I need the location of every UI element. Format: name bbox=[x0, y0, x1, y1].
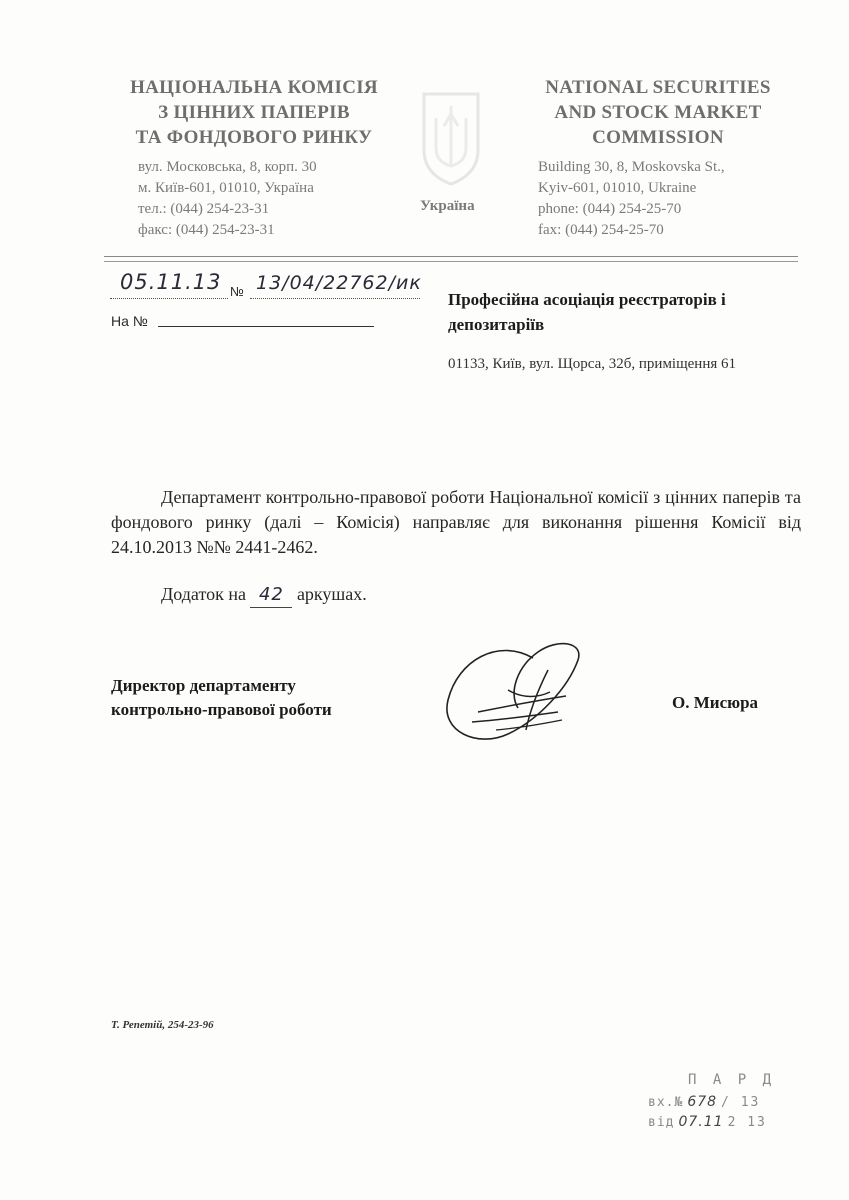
handwritten-signature bbox=[438, 630, 598, 760]
recipient-address: 01133, Київ, вул. Щорса, 32б, приміщення 61 bbox=[448, 356, 737, 372]
outgoing-number-underline bbox=[250, 298, 420, 299]
org-title-en-line-1: NATIONAL SECURITIES bbox=[545, 77, 771, 98]
stamp-date-suffix: 2 13 bbox=[727, 1115, 767, 1130]
signatory-position-line-2: контрольно-правової роботи bbox=[111, 700, 332, 719]
org-address-en bbox=[538, 157, 808, 241]
reply-number-line bbox=[158, 326, 374, 327]
signatory-position bbox=[111, 674, 332, 722]
header-divider bbox=[104, 256, 798, 257]
stamp-incoming-suffix: / 13 bbox=[721, 1095, 761, 1110]
org-address-ua-line-2: м. Київ-601, 01010, Україна bbox=[138, 180, 314, 196]
org-address-ua-line-3: тел.: (044) 254-23-31 bbox=[138, 201, 270, 217]
org-address-en-line-3: phone: (044) 254-25-70 bbox=[538, 201, 682, 217]
stamp-org: П А Р Д bbox=[688, 1072, 776, 1088]
executor-note: Т. Репетій, 254-23-96 bbox=[111, 1019, 214, 1031]
attachment-suffix: аркушах. bbox=[296, 584, 367, 604]
org-address-ua-line-1: вул. Московська, 8, корп. 30 bbox=[138, 159, 317, 175]
outgoing-date: 05.11.13 bbox=[120, 270, 222, 294]
org-title-ua-line-3: ТА ФОНДОВОГО РИНКУ bbox=[135, 127, 373, 148]
org-title-en bbox=[508, 75, 808, 150]
stamp-incoming-prefix: вх.№ bbox=[648, 1095, 684, 1110]
org-address-en-line-1: Building 30, 8, Moskovska St., bbox=[538, 159, 725, 175]
stamp-date-row bbox=[648, 1113, 767, 1131]
attachment-prefix: Додаток на bbox=[161, 584, 246, 604]
stamp-incoming-row bbox=[648, 1093, 760, 1111]
org-title-ua-line-1: НАЦІОНАЛЬНА КОМІСІЯ bbox=[130, 77, 378, 98]
org-title-ua-line-2: З ЦІННИХ ПАПЕРІВ bbox=[158, 102, 350, 123]
stamp-incoming-number: 678 bbox=[687, 1094, 718, 1110]
signatory-name: О. Мисюра bbox=[672, 693, 759, 712]
org-address-ua bbox=[138, 157, 418, 241]
org-address-ua-line-4: факс: (044) 254-23-31 bbox=[138, 222, 275, 238]
outgoing-number: 13/04/22762/ик bbox=[256, 272, 422, 294]
recipient-name: Професійна асоціація реєстраторів і депозитаріїв bbox=[448, 290, 726, 334]
org-title-en-line-3: COMMISSION bbox=[592, 127, 724, 148]
body-paragraph bbox=[111, 485, 801, 560]
org-title-en-line-2: AND STOCK MARKET bbox=[554, 102, 762, 123]
org-address-en-line-4: fax: (044) 254-25-70 bbox=[538, 222, 664, 238]
stamp-date-value: 07.11 bbox=[678, 1114, 724, 1130]
reply-number-label: На № bbox=[111, 313, 148, 329]
stamp-date-prefix: від bbox=[648, 1115, 675, 1130]
body-paragraph-text: Департамент контрольно-правової роботи Національної комісії з цінних паперів та фондового ринку (далі – Комісія) направляє для виконання рішення Комісії від 24.10.2013 №№ 2441-2462. bbox=[111, 487, 801, 557]
outgoing-date-underline bbox=[110, 298, 228, 299]
org-address-en-line-2: Kyiv-601, 01010, Ukraine bbox=[538, 180, 697, 196]
attachment-line bbox=[161, 582, 561, 608]
org-title-ua bbox=[104, 75, 404, 150]
signatory-position-line-1: Директор департаменту bbox=[111, 676, 296, 695]
country-label: Україна bbox=[420, 198, 475, 214]
header-divider-thin bbox=[104, 261, 798, 262]
attachment-count: 42 bbox=[250, 582, 292, 608]
coat-of-arms-emblem bbox=[418, 88, 484, 188]
outgoing-number-label: № bbox=[230, 284, 244, 299]
